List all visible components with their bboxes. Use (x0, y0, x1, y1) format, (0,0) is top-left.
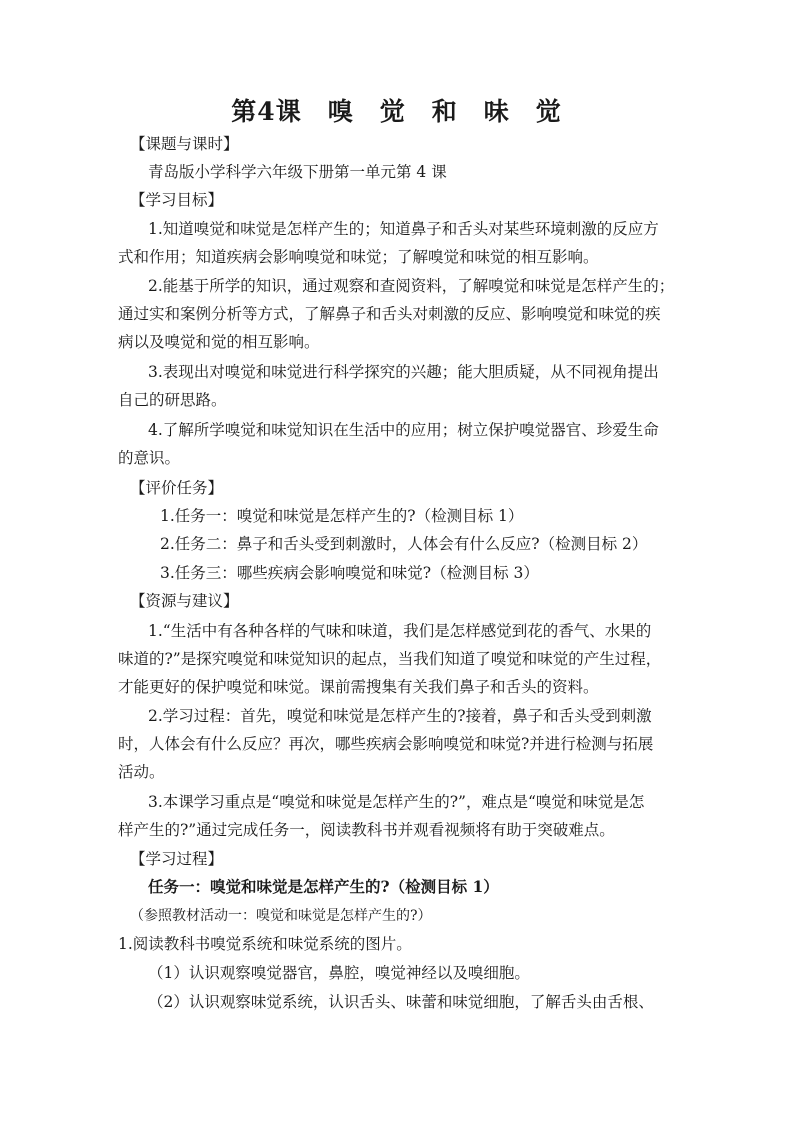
resource-1-line-2: 味道的?”是探究嗅觉和味觉知识的起点，当我们知道了嗅觉和味觉的产生过程， (118, 650, 662, 668)
goal-4-line-2: 的意识。 (118, 449, 181, 467)
resource-3-line-2: 样产生的?”通过完成任务一，阅读教科书并观看视频将有助于突破难点。 (118, 821, 615, 839)
section-heading-topic: 【课题与课时】 (130, 135, 239, 153)
task-1-note: （参照教材活动一：嗅觉和味觉是怎样产生的?） (130, 908, 432, 924)
task-item-2: 2.任务二：鼻子和舌头受到刺激时，人体会有什么反应?（检测目标 2） (160, 535, 648, 553)
lesson-title: 第4课 嗅 觉 和 味 觉 (231, 97, 562, 126)
resource-2-line-2: 时，人体会有什么反应？再次，哪些疾病会影响嗅觉和味觉?并进行检测与拓展 (118, 735, 654, 753)
goal-2-line-1: 2.能基于所学的知识，通过观察和查阅资料，了解嗅觉和味觉是怎样产生的； (148, 277, 675, 295)
resource-1-line-1: 1.“生活中有各种各样的气味和味道，我们是怎样感觉到花的香气、水果的 (148, 622, 652, 640)
step-1-b: （2）认识观察味觉系统，认识舌头、味蕾和味觉细胞，了解舌头由舌根、 (148, 993, 654, 1011)
task-item-1: 1.任务一：嗅觉和味觉是怎样产生的?（检测目标 1） (160, 507, 524, 525)
section-heading-resources: 【资源与建议】 (130, 592, 239, 610)
resource-2-line-1: 2.学习过程：首先，嗅觉和味觉是怎样产生的?接着，鼻子和舌头受到刺激 (148, 707, 652, 725)
goal-1-line-2: 式和作用；知道疾病会影响嗅觉和味觉；了解嗅觉和味觉的相互影响。 (118, 248, 599, 266)
task-1-heading: 任务一：嗅觉和味觉是怎样产生的?（检测目标 1） (148, 877, 499, 896)
goal-2-line-2: 通过实和案例分析等方式，了解鼻子和舌头对刺激的反应、影响嗅觉和味觉的疾 (118, 305, 661, 323)
section-heading-goals: 【学习目标】 (130, 191, 224, 209)
step-1-a: （1）认识观察嗅觉器官，鼻腔，嗅觉神经以及嗅细胞。 (148, 964, 530, 982)
topic-text: 青岛版小学科学六年级下册第一单元第 4 课 (148, 163, 447, 181)
resource-3-line-1: 3.本课学习重点是“嗅觉和味觉是怎样产生的?”，难点是“嗅觉和味觉是怎 (148, 793, 645, 811)
goal-4-line-1: 4.了解所学嗅觉和味觉知识在生活中的应用；树立保护嗅觉器官、珍爱生命 (148, 421, 659, 439)
goal-2-line-3: 病以及嗅觉和觉的相互影响。 (118, 333, 320, 351)
goal-3-line-2: 自己的研思路。 (118, 391, 227, 409)
goal-1-line-1: 1.知道嗅觉和味觉是怎样产生的；知道鼻子和舌头对某些环境刺激的反应方 (148, 220, 659, 238)
step-1: 1.阅读教科书嗅觉系统和味觉系统的图片。 (118, 935, 412, 953)
section-heading-process: 【学习过程】 (130, 850, 224, 868)
section-heading-tasks: 【评价任务】 (130, 479, 224, 497)
resource-1-line-3: 才能更好的保护嗅觉和味觉。课前需搜集有关我们鼻子和舌头的资料。 (118, 678, 599, 696)
goal-3-line-1: 3.表现出对嗅觉和味觉进行科学探究的兴趣；能大胆质疑，从不同视角提出 (148, 363, 659, 381)
task-item-3: 3.任务三：哪些疾病会影响嗅觉和味觉?（检测目标 3） (160, 564, 539, 582)
resource-2-line-3: 活动。 (118, 763, 165, 781)
